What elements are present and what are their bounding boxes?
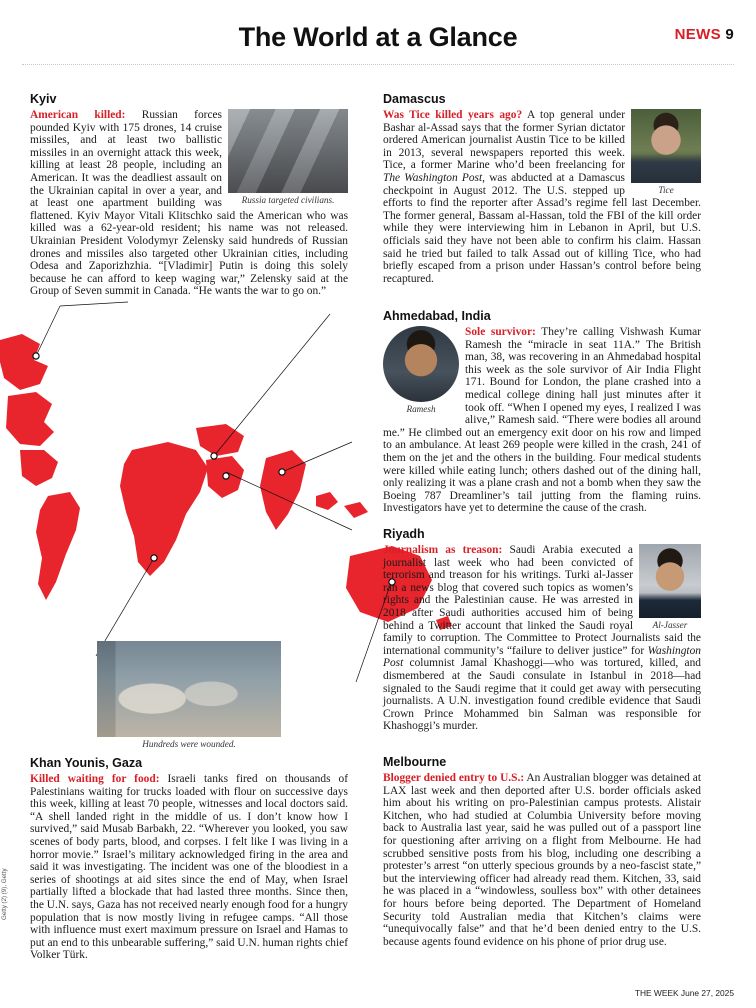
story-text-riyadh-italic: Washington Post: [383, 644, 701, 670]
ahmedabad-marker: [279, 469, 285, 475]
ahmedabad-figure: [383, 326, 459, 414]
kyiv-figure: [228, 109, 348, 205]
story-place-ahmedabad: Ahmedabad, India: [383, 309, 491, 323]
story-ahmedabad: [383, 309, 701, 515]
story-lede-ahmedabad: Sole survivor:: [465, 326, 536, 338]
kyiv-marker: [33, 353, 39, 359]
story-place-khan-younis: Khan Younis, Gaza: [30, 756, 143, 770]
tice-portrait-photo: [631, 109, 701, 183]
aljasser-portrait-photo: [639, 544, 701, 618]
story-body-melbourne: [383, 772, 701, 948]
aljasser-photo-caption: Al-Jasser: [652, 620, 688, 630]
story-kyiv: [30, 92, 348, 298]
story-lede-kyiv: American killed:: [30, 109, 126, 121]
header-divider: [22, 64, 734, 65]
map-leader-lines: [36, 302, 392, 682]
story-lede-khan-younis: Killed waiting for food:: [30, 773, 160, 785]
story-melbourne: [383, 755, 701, 948]
page-number: 9: [725, 26, 734, 43]
story-place-kyiv: Kyiv: [30, 92, 57, 106]
page-title: [0, 22, 756, 53]
riyadh-marker: [223, 473, 229, 479]
story-place-riyadh: Riyadh: [383, 527, 425, 541]
story-text-damascus-2: , was abducted at a Damascus checkpoint in August 2012. The U.S. stepped up efforts to find the reporter after Assad’s regime fell last December. The former general, Bassam al-Hassan, told the FBI of the kill order while they were interviewing him in Lebanon in April, but U.S. officials said they have not been able to confirm his claim. Hassan said he tried but failed to talk Assad out of killing Tice, who had briefly escaped from a prison under Hassan’s control before being recaptured.: [383, 171, 701, 285]
gaza-photo-caption: Hundreds were wounded.: [142, 739, 236, 749]
riyadh-figure: [639, 544, 701, 630]
story-text-damascus-1: A top general under Bashar al-Assad says that the former Syrian dictator ordered American journalist Austin Tice to be killed in 2013, several newspapers reported this week. Tice, a former Marine who’d been freelancing for: [383, 109, 625, 172]
story-text-ahmedabad: They’re calling Vishwash Kumar Ramesh the “miracle in seat 11A.” The British man, 38, was recovering in an Ahmedabad hospital this week as the sole survivor of Air India Flight 171. Bound for London, the plane crashed into a medical college dining hall just minutes after it took off. “When I opened my eyes, I realized I was alive,” Ramesh said. “There were bodies all around me.” He climbed out an emergency exit door on his row and limped to an ambulance. At least 269 people were killed in the crash, 241 of them on the jet and the others in the building. Four medical students were killed while eating lunch; others dashed out of the dining hall, only realizing it was a plane crash and not a bomb when they saw the Boeing 787 Dreamliner’s tail jutting from the flaming ruins. Investigators have yet to determine the cause of the crash.: [383, 326, 701, 515]
story-place-damascus: Damascus: [383, 92, 446, 106]
story-place-melbourne: Melbourne: [383, 755, 447, 769]
photo-credit: Getty (2) (9), Getty: [1, 868, 8, 920]
ramesh-photo-caption: Ramesh: [406, 404, 436, 414]
kyiv-rubble-photo: [228, 109, 348, 193]
story-lede-damascus: Was Tice killed years ago?: [383, 109, 523, 121]
gaza-wounded-photo: [97, 641, 281, 737]
section-label-text: NEWS: [674, 26, 721, 43]
story-text-kyiv: Russian forces pounded Kyiv with 175 drones, 14 cruise missiles, and at least two ballistic missiles in an overnight attack this week, killing at least 28 people, including an American. It was the deadliest assault on the Ukrainian capital in over a year, and at least one apartment building was flattened. Kyiv Mayor Vitali Klitschko said the American who was killed was a 62-year-old resident; his name was not released. Ukrainian President Volodymyr Zelensky said hundreds of Russian drones and missiles also targeted other Ukrainian cities, including Odesa and Zaporizhzhia. “[Vladimir] Putin is doing this solely because he can afford to keep waging war,” Zelensky said at the Group of Seven summit in Canada. “He wants the war to go on.”: [30, 109, 348, 298]
story-lede-riyadh: Journalism as treason:: [383, 544, 503, 556]
story-text-damascus-italic: The Washington Post: [383, 171, 483, 184]
story-text-khan-younis: Israeli tanks fired on thousands of Palestinians waiting for trucks loaded with flour on successive days this week, killing at least 70 people, witnesses and local doctors said. “A shell landed right in the middle of us. I don’t know how I survived,” said Musab Barbakh, 22. “Wherever you looked, you saw scenes of body parts, blood, and corpses. I felt like I was living in a horror movie.” Israel’s military acknowledged firing in the area and said it was investigating. The incident was one of the bloodiest in a series of shootings at aid sites since the end of May, when Israel partially lifted a blockade that had lasted three months. Since then, the U.N. says, Gaza has not received nearly enough food for a hungry population that is now mostly living in refugee camps. “All those with influence must exert maximum pressure on Israel and Hamas to put an end to this unbearable suffering,” said U.N. human rights chief Volker Türk.: [30, 773, 348, 962]
story-text-melbourne: An Australian blogger was detained at LAX last week and then deported after U.S. border officials asked him about his writing on pro-Palestinian campus protests. Alistair Kitchen, who had studied at Columbia University before moving back to Australia last year, said he was pulled out of a passport line for questioning after arriving on a flight from Melbourne. He had scrubbed sensitive posts from his blog, including one describing a protester’s arrest “on utterly specious grounds by a neo-fascist state,” but the interviewing officer had already read them. Kitchen, 33, said he was placed in a “windowless, soulless box” with other detainees for hours before being deported. The Department of Homeland Security told Australian media that Kitchen’s claims were “unequivocally false” and that he’d been denied entry to the U.S. because agents found evidence on his phone of prior drug use.: [383, 772, 701, 948]
tice-photo-caption: Tice: [658, 185, 674, 195]
story-text-riyadh-1: Saudi Arabia executed a journalist last week who had been convicted of terrorism and treason for his writings. Turki al-Jasser ran a news blog that covered such topics as women’s rights and the Palestinian cause. He was arrested in 2018 after Saudi authorities accused him of being behind a Twitter account that linked the Saudi royal family to corruption. The Committee to Protect Journalists said the international community’s “failure to deliver justice” for: [383, 544, 701, 657]
khan-younis-marker: [151, 555, 157, 561]
story-body-khan-younis: [30, 773, 348, 962]
story-riyadh: [383, 527, 701, 733]
ramesh-portrait-photo: [383, 326, 459, 402]
section-label: [675, 26, 734, 43]
story-khan-younis: [30, 641, 348, 962]
damascus-marker: [211, 453, 217, 459]
damascus-figure: [631, 109, 701, 195]
issue-line: THE WEEK June 27, 2025: [634, 988, 734, 998]
story-damascus: [383, 92, 701, 285]
kyiv-photo-caption: Russia targeted civilians.: [241, 195, 335, 205]
page-title-text: The World at a Glance: [238, 22, 518, 52]
story-lede-melbourne: Blogger denied entry to U.S.:: [383, 772, 525, 784]
story-text-riyadh-2: columnist Jamal Khashoggi—who was tortured, killed, and dismembered at the Saudi consulate in Istanbul in 2018—had signaled to the Saudi regime that it could get away with persecuting journalists. A U.N. investigation found credible evidence that Saudi Crown Prince Mohammed bin Salman was responsible for Khashoggi’s murder.: [383, 657, 701, 733]
